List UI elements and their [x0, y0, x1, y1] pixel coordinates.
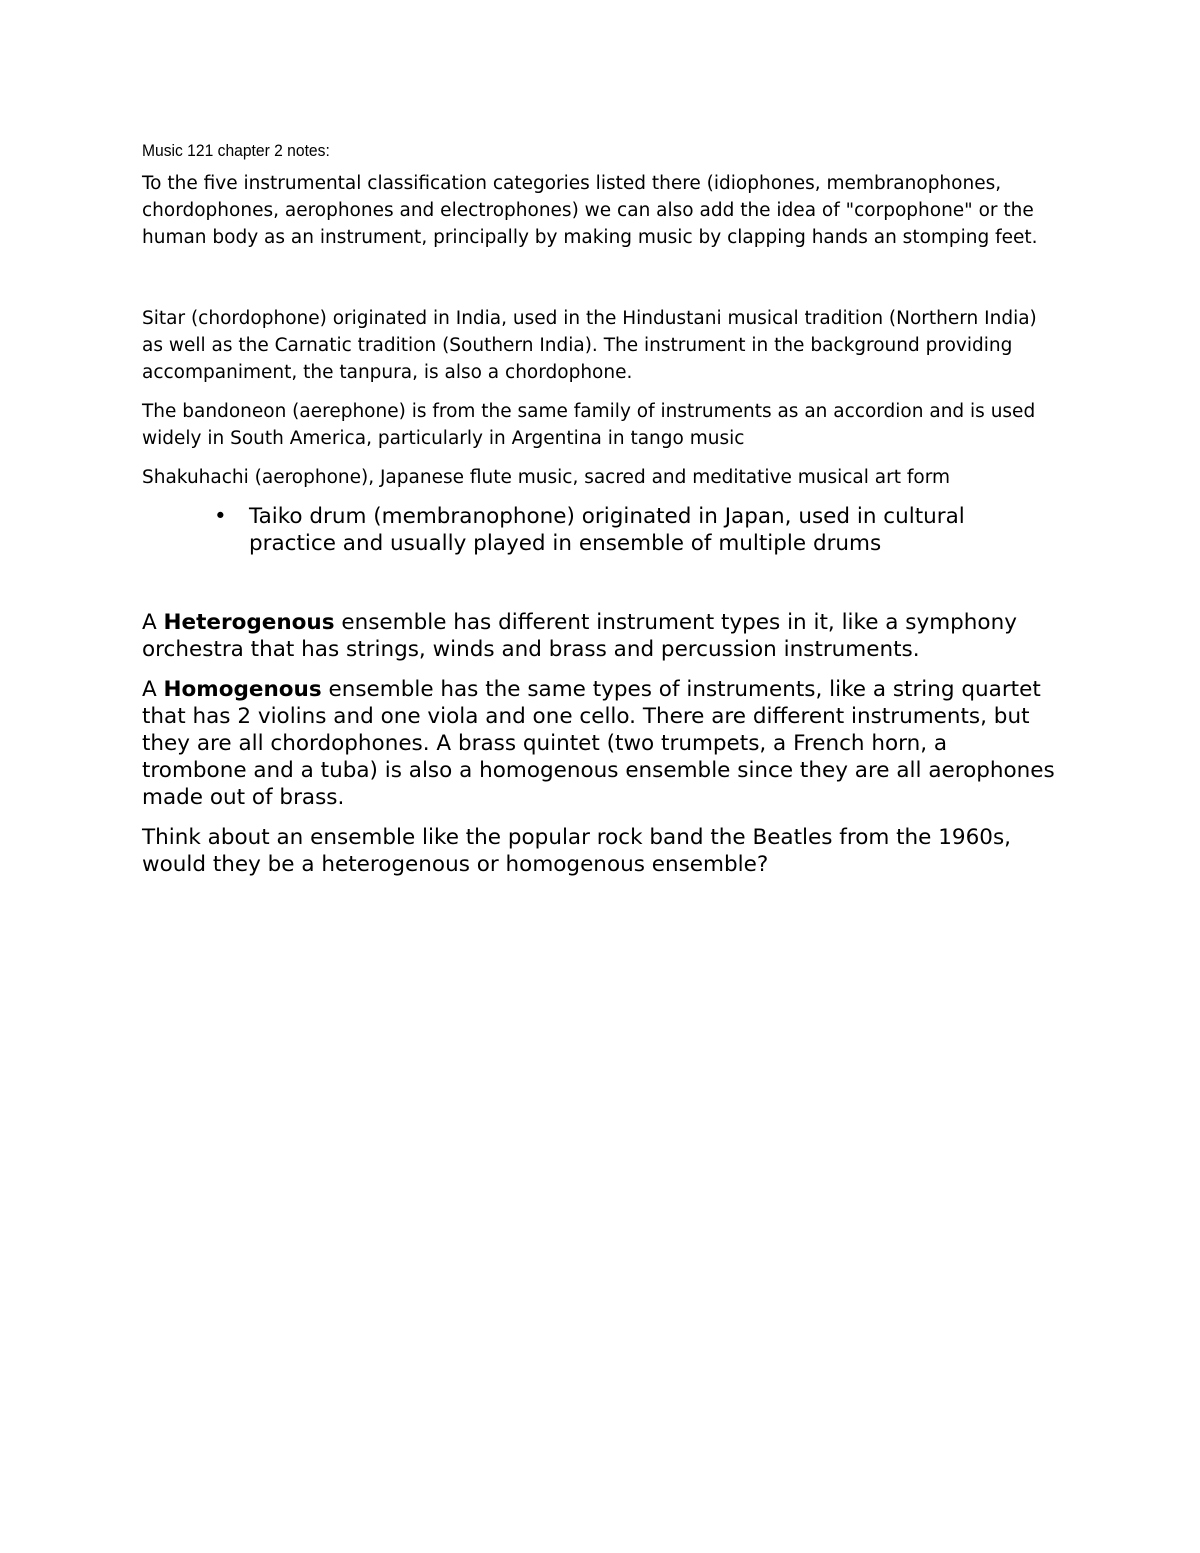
paragraph-shakuhachi: Shakuhachi (aerophone), Japanese flute music, sacred and meditative musical art form: [142, 467, 950, 488]
list-item: [142, 503, 1057, 557]
paragraph-sitar: Sitar (chordophone) originated in India, used in the Hindustani musical tradition (Northern India) as well as the Carnatic tradition (Southern India). The instrument in the background providing accompaniment, the tanpura, is also a chordophone.: [142, 308, 1037, 383]
heterogenous-text: ensemble has different instrument types in it, like a symphony orchestra that has strings, winds and brass and percussion instruments.: [142, 610, 1017, 662]
document-title: Music 121 chapter 2 notes:: [142, 141, 330, 160]
bullet-icon: •: [214, 504, 227, 529]
homogenous-prefix: A: [142, 677, 164, 702]
spacer: [142, 263, 1057, 305]
homogenous-term: Homogenous: [163, 677, 322, 702]
paragraph-intro: To the five instrumental classification categories listed there (idiophones, membranophones, chordophones, aerophones and electrophones) we can also add the idea of "corpophone" or the human body as an instrument, principally by making music by clapping hands an stomping feet.: [142, 173, 1038, 248]
paragraph-bandoneon: The bandoneon (aerephone) is from the same family of instruments as an accordion and is used widely in South America, particularly in Argentina in tango music: [142, 401, 1036, 449]
bullet-list: [142, 503, 1057, 557]
homogenous-text: ensemble has the same types of instruments, like a string quartet that has 2 violins and one viola and one cello. There are different instruments, but they are all chordophones. A brass quintet (two trumpets, a French horn, a trombone and a tuba) is also a homogenous ensemble since they are all aerophones made out of brass.: [142, 677, 1055, 810]
document-page: [142, 140, 1057, 891]
paragraph-question: Think about an ensemble like the popular rock band the Beatles from the 1960s, would they be a heterogenous or homogenous ensemble?: [142, 825, 1011, 877]
heterogenous-term: Heterogenous: [163, 610, 335, 635]
paragraph-homogenous: [142, 676, 1057, 811]
bullet-text-taiko: Taiko drum (membranophone) originated in Japan, used in cultural practice and usually played in ensemble of multiple drums: [249, 504, 965, 556]
spacer: [142, 557, 1057, 609]
paragraph-heterogenous: [142, 609, 1057, 663]
heterogenous-prefix: A: [142, 610, 164, 635]
